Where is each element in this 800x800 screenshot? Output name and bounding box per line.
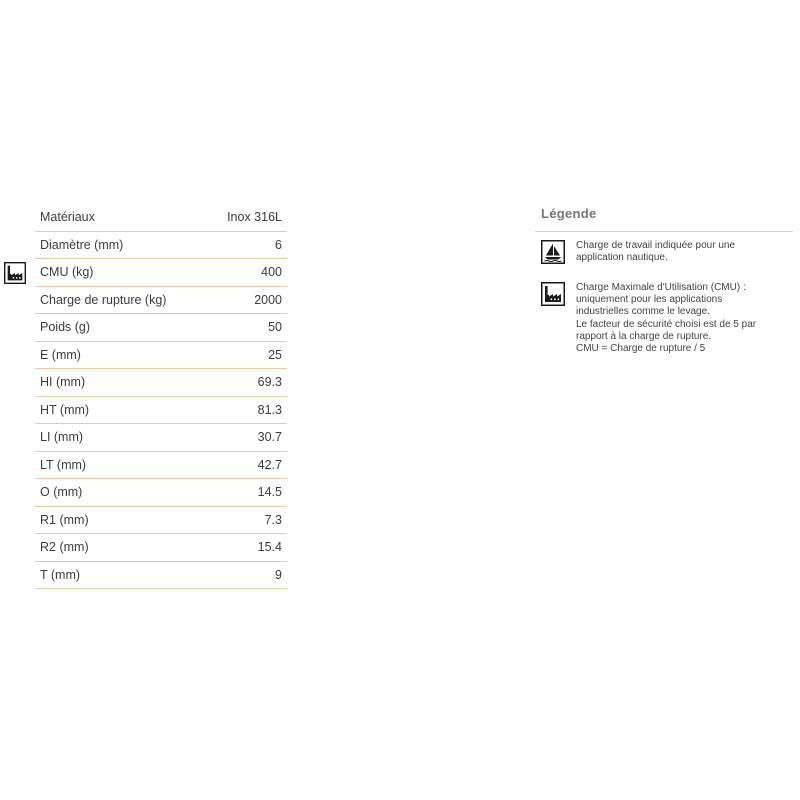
spec-label: Diamètre (mm) — [35, 231, 206, 259]
spec-row — [35, 314, 287, 342]
spec-label: T (mm) — [35, 561, 206, 589]
spec-label: HI (mm) — [35, 369, 206, 397]
spec-row — [35, 341, 287, 369]
spec-value: 7.3 — [206, 506, 287, 534]
legend-title: Légende — [541, 206, 597, 221]
spec-row — [35, 286, 287, 314]
factory-icon — [4, 262, 26, 284]
spec-label: CMU (kg) — [35, 259, 206, 287]
spec-label: E (mm) — [35, 341, 206, 369]
spec-row — [35, 534, 287, 562]
spec-label: Charge de rupture (kg) — [35, 286, 206, 314]
spec-label: HT (mm) — [35, 396, 206, 424]
legend-text-line: Charge Maximale d'Utilisation (CMU) : — [576, 282, 746, 293]
spec-value: Inox 316L — [206, 204, 287, 231]
spec-label: LI (mm) — [35, 424, 206, 452]
legend-text-line: uniquement pour les applications — [576, 294, 723, 306]
legend-text-line: Le facteur de sécurité choisi est de 5 par — [576, 318, 757, 330]
spec-row — [35, 506, 287, 534]
legend-text-line: Charge de travail indiquée pour une — [576, 240, 735, 251]
legend-text-line: industrielles comme le levage. — [576, 306, 710, 318]
legend-divider — [535, 231, 793, 232]
legend-text-nautical — [576, 240, 791, 264]
legend-text-line: application nautique. — [576, 252, 668, 264]
spec-label: LT (mm) — [35, 451, 206, 479]
spec-row — [35, 204, 287, 231]
spec-value: 9 — [206, 561, 287, 589]
spec-value: 6 — [206, 231, 287, 259]
spec-value: 2000 — [206, 286, 287, 314]
specifications-table — [35, 204, 287, 589]
spec-value: 42.7 — [206, 451, 287, 479]
spec-row — [35, 451, 287, 479]
spec-value: 400 — [206, 259, 287, 287]
factory-icon — [541, 282, 565, 306]
spec-value: 69.3 — [206, 369, 287, 397]
legend-text-line: CMU = Charge de rupture / 5 — [576, 343, 706, 355]
spec-label: R2 (mm) — [35, 534, 206, 562]
spec-row — [35, 424, 287, 452]
spec-row — [35, 369, 287, 397]
spec-value: 30.7 — [206, 424, 287, 452]
spec-value: 14.5 — [206, 479, 287, 507]
legend-text-cmu — [576, 282, 791, 355]
spec-row — [35, 396, 287, 424]
legend-text-line: rapport à la charge de rupture. — [576, 330, 712, 342]
spec-value: 50 — [206, 314, 287, 342]
spec-label: Poids (g) — [35, 314, 206, 342]
spec-row — [35, 231, 287, 259]
sailboat-icon — [541, 240, 565, 264]
spec-label: Matériaux — [35, 204, 206, 231]
spec-row — [35, 479, 287, 507]
spec-row — [35, 561, 287, 589]
spec-value: 81.3 — [206, 396, 287, 424]
spec-value: 15.4 — [206, 534, 287, 562]
spec-label: O (mm) — [35, 479, 206, 507]
spec-value: 25 — [206, 341, 287, 369]
spec-label: R1 (mm) — [35, 506, 206, 534]
spec-row — [35, 259, 287, 287]
